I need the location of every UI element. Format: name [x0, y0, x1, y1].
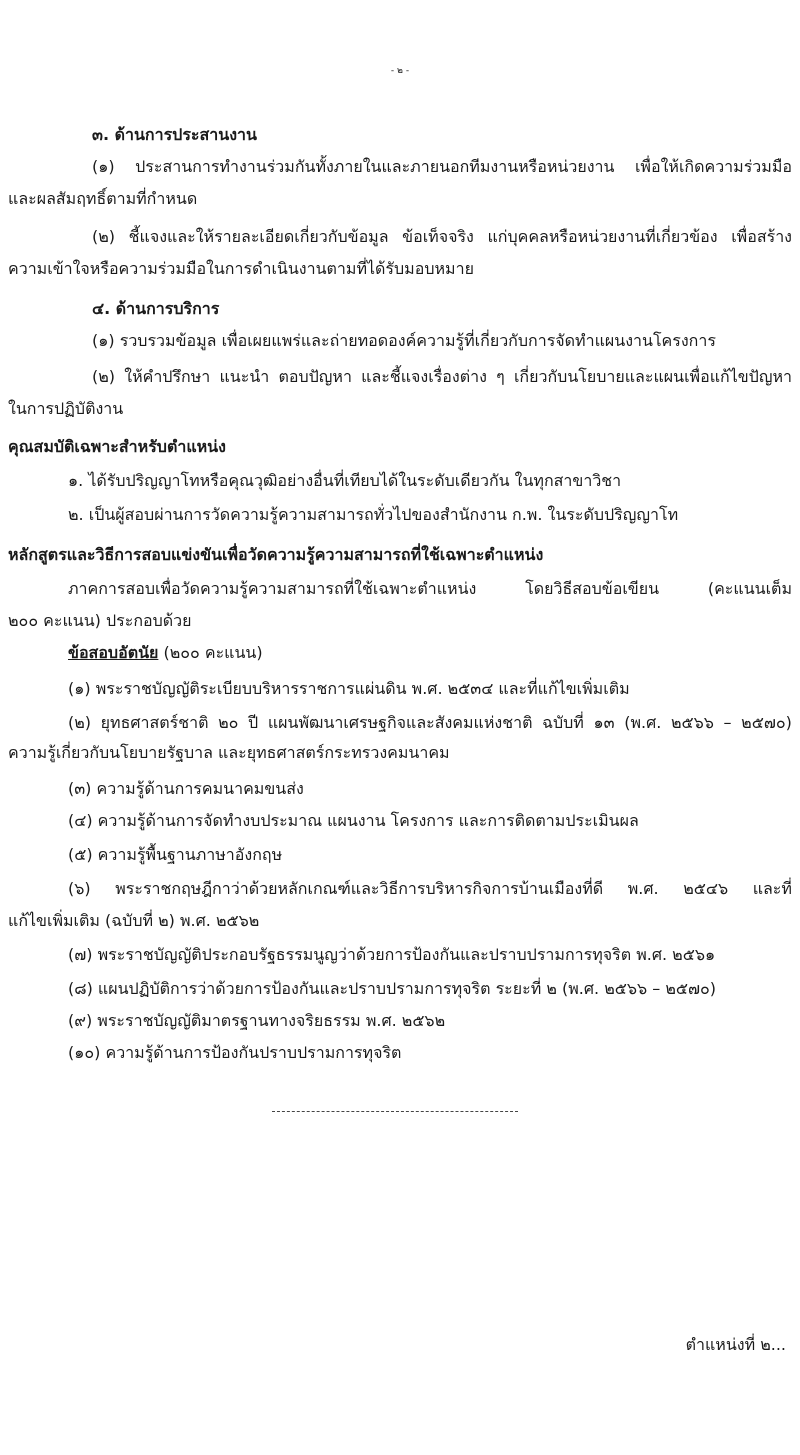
separator-line	[272, 1111, 518, 1112]
word: –	[723, 713, 732, 732]
subjective-label: ข้อสอบอัตนัย	[68, 643, 159, 662]
word: (๒)	[92, 367, 116, 386]
exam-subject: (๙) พระราชบัญญัติมาตรฐานทางจริยธรรม พ.ศ. ๒๕๖๒	[68, 1011, 446, 1030]
word: เพื่อสร้าง	[731, 227, 792, 246]
paragraph-line: และผลสัมฤทธิ์ตามที่กำหนด	[8, 189, 198, 208]
word: โดยวิธีสอบข้อเขียน	[525, 579, 660, 598]
word: ข้อเท็จจริง	[402, 227, 474, 246]
word: (พ.ศ.	[624, 713, 662, 732]
exam-subject: (๑๐) ความรู้ด้านการป้องกันปราบปรามการทุจริต	[68, 1043, 402, 1062]
word: เกี่ยวกับนโยบายและแผนเพื่อแก้ไขปัญหา	[513, 367, 792, 386]
exam-subject: (๘) แผนปฏิบัติการว่าด้วยการป้องกันและปราบปรามการทุจริต ระยะที่ ๒ (พ.ศ. ๒๕๖๖ – ๒๕๗๐)	[68, 979, 717, 998]
qualification-item: ๒. เป็นผู้สอบผ่านการวัดความรู้ความสามารถทั่วไปของสำนักงาน ก.พ. ในระดับปริญญาโท	[68, 505, 679, 524]
exam-subject	[68, 712, 792, 734]
paragraph-line: (๑) รวบรวมข้อมูล เพื่อเผยแพร่และถ่ายทอดองค์ความรู้ที่เกี่ยวกับการจัดทำแผนงานโครงการ	[92, 331, 716, 350]
paragraph-line	[92, 226, 792, 248]
paragraph-line: ในการปฏิบัติงาน	[8, 399, 124, 418]
paragraph-line	[92, 156, 792, 178]
word: (คะแนนเต็ม	[707, 579, 792, 598]
section-heading-coordination: ๓. ด้านการประสานงาน	[92, 125, 257, 144]
exam-subject-continued: ความรู้เกี่ยวกับนโยบายรัฐบาล และยุทธศาสตร์กระทรวงคมนาคม	[8, 743, 450, 762]
qualification-item: ๑. ได้รับปริญญาโทหรือคุณวุฒิอย่างอื่นที่เทียบได้ในระดับเดียวกัน ในทุกสาขาวิชา	[68, 471, 622, 490]
word: พ.ศ.	[627, 879, 659, 898]
word: ฉบับที่	[542, 713, 584, 732]
word: แนะนำ	[219, 367, 270, 386]
section-heading-service: ๔. ด้านการบริการ	[92, 299, 220, 318]
word: ภาคการสอบเพื่อวัดความรู้ความสามารถที่ใช้เฉพาะตำแหน่ง	[68, 579, 477, 598]
exam-subject	[68, 878, 792, 900]
word: ปี	[248, 713, 259, 732]
paragraph-line: ความเข้าใจหรือความร่วมมือในการดำเนินงานตามที่ได้รับมอบหมาย	[8, 259, 474, 278]
word: ๒๕๖๖	[670, 713, 714, 732]
word: (๒)	[92, 227, 116, 246]
word: ๑๓	[593, 713, 615, 732]
subjective-exam-label	[68, 642, 263, 664]
word: (๖)	[68, 879, 91, 898]
exam-subject: (๔) ความรู้ด้านการจัดทำงบประมาณ แผนงาน โครงการ และการติดตามประเมินผล	[68, 811, 639, 830]
word: และที่	[752, 879, 792, 898]
word: ประสานการทำงานร่วมกันทั้งภายในและภายนอกทีมงานหรือหน่วยงาน	[135, 157, 615, 176]
word: พระราชกฤษฎีกาว่าด้วยหลักเกณฑ์และวิธีการบริหารกิจการบ้านเมืองที่ดี	[115, 879, 604, 898]
exam-subject-continued: แก้ไขเพิ่มเติม (ฉบับที่ ๒) พ.ศ. ๒๕๖๒	[8, 911, 260, 930]
word: ๆ	[496, 367, 505, 386]
word: เพื่อให้เกิดความร่วมมือ	[634, 157, 792, 176]
exam-subject: (๓) ความรู้ด้านการคมนาคมขนส่ง	[68, 779, 304, 798]
section-heading-exam: หลักสูตรและวิธีการสอบแข่งขันเพื่อวัดความรู้ความสามารถที่ใช้เฉพาะตำแหน่ง	[8, 545, 544, 564]
page-number: - ๒ -	[390, 66, 410, 76]
word: ตอบปัญหา	[278, 367, 352, 386]
word: ชี้แจงและให้รายละเอียดเกี่ยวกับข้อมูล	[128, 227, 389, 246]
word: ๒๐	[218, 713, 239, 732]
word: ๒๕๗๐)	[741, 713, 792, 732]
word: แผนพัฒนาเศรษฐกิจและสังคมแห่งชาติ	[267, 713, 533, 732]
word: ๒๕๔๖	[683, 879, 729, 898]
word: ยุทธศาสตร์ชาติ	[100, 713, 209, 732]
subjective-score: (๒๐๐ คะแนน)	[158, 643, 263, 662]
word: และชี้แจงเรื่องต่าง	[361, 367, 487, 386]
paragraph-line: ๒๐๐ คะแนน) ประกอบด้วย	[8, 611, 192, 630]
exam-subject: (๗) พระราชบัญญัติประกอบรัฐธรรมนูญว่าด้วยการป้องกันและปราบปรามการทุจริต พ.ศ. ๒๕๖๑	[68, 945, 716, 964]
section-heading-qualifications: คุณสมบัติเฉพาะสำหรับตำแหน่ง	[8, 437, 226, 456]
word: (๒)	[68, 713, 92, 732]
word: ให้คำปรึกษา	[124, 367, 211, 386]
paragraph-line	[92, 366, 792, 388]
exam-subject: (๕) ความรู้พื้นฐานภาษาอังกฤษ	[68, 845, 283, 864]
continuation-note: ตำแหน่งที่ ๒...	[685, 1335, 786, 1354]
word: แก่บุคคลหรือหน่วยงานที่เกี่ยวข้อง	[487, 227, 718, 246]
exam-subject: (๑) พระราชบัญญัติระเบียบบริหารราชการแผ่นดิน พ.ศ. ๒๕๓๔ และที่แก้ไขเพิ่มเติม	[68, 679, 630, 698]
word: (๑)	[92, 157, 115, 176]
paragraph-line	[68, 578, 792, 600]
